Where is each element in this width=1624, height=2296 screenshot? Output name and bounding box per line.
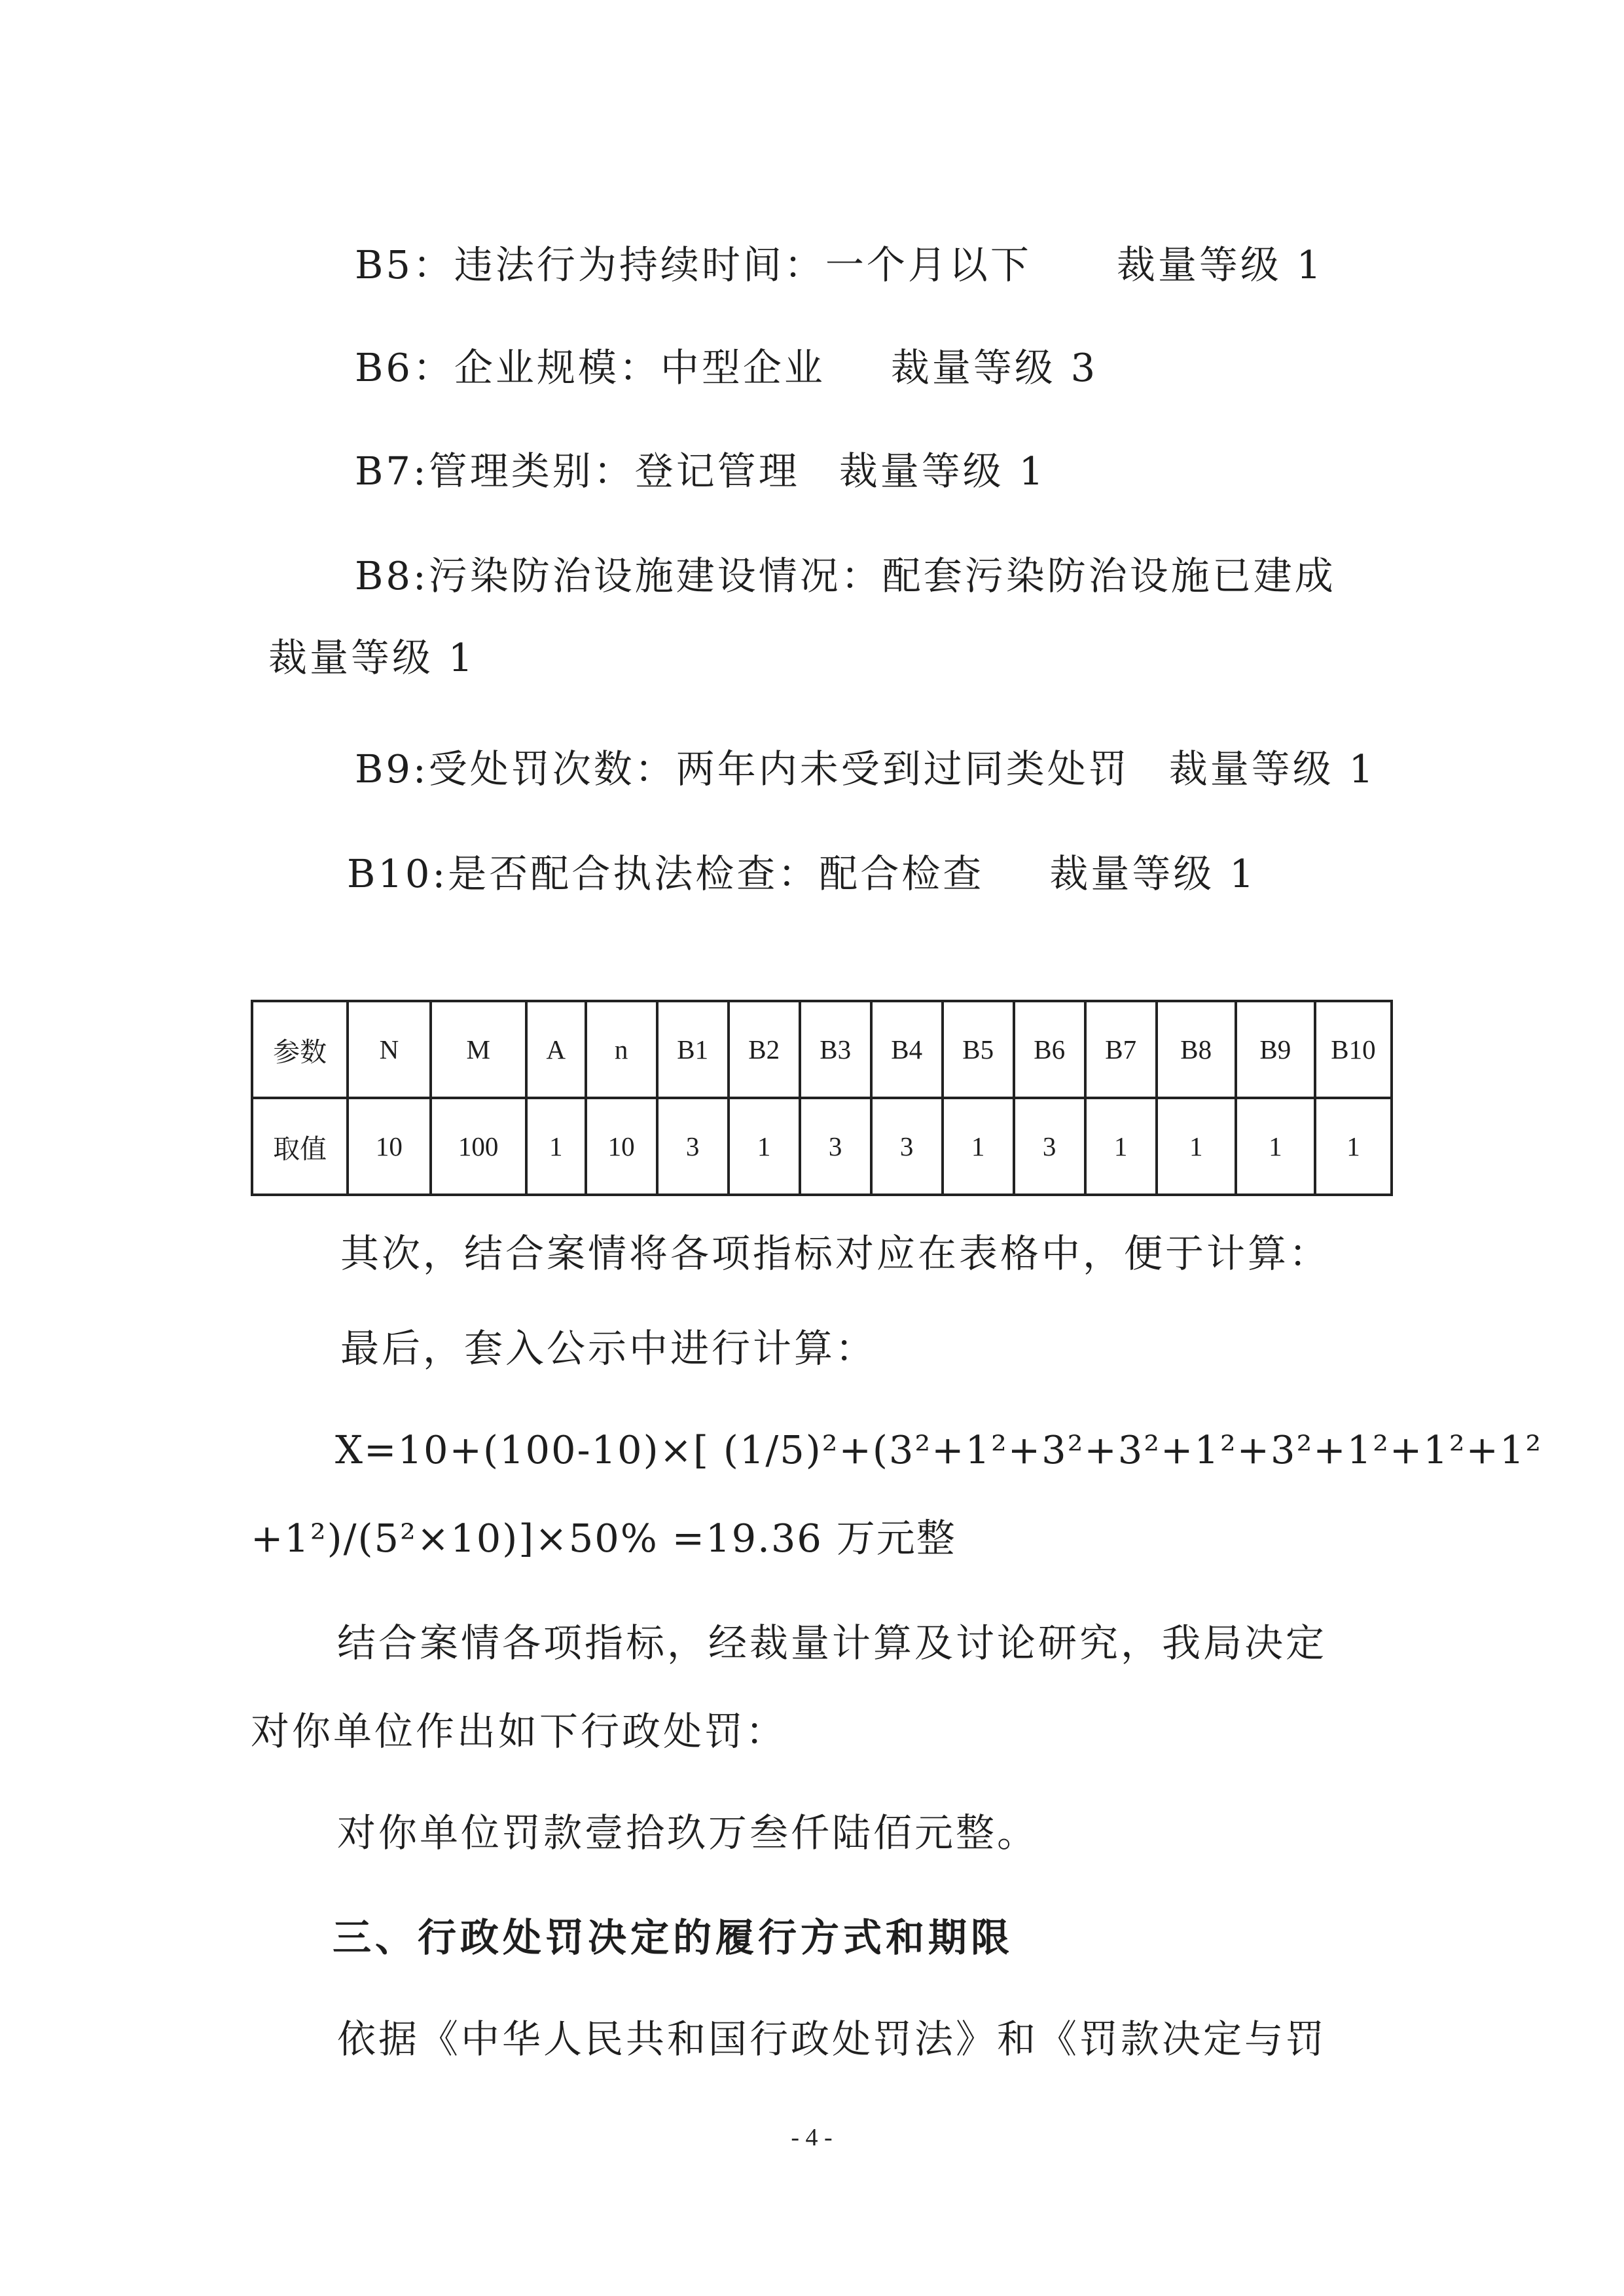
table-cell: 1 xyxy=(1157,1098,1236,1195)
criterion-b9-level: 裁量等级 1 xyxy=(1168,746,1377,792)
table-cell: 1 xyxy=(526,1098,586,1195)
criterion-b5 xyxy=(355,242,1324,289)
criterion-b7 xyxy=(355,448,1046,495)
table-cell: 1 xyxy=(943,1098,1014,1195)
criterion-b8-label: B8:污染防治设施建设情况：配套污染防治设施已建成 xyxy=(355,553,1336,598)
table-cell: 1 xyxy=(1315,1098,1392,1195)
table-cell: 1 xyxy=(729,1098,800,1195)
table-cell: 参数 xyxy=(252,1001,348,1098)
table-header-row xyxy=(252,1001,1392,1098)
criterion-b5-label: B5：违法行为持续时间：一个月以下 xyxy=(355,242,1032,287)
criterion-b6-label: B6：企业规模：中型企业 xyxy=(355,345,825,390)
table-cell: N xyxy=(348,1001,430,1098)
table-cell: 3 xyxy=(657,1098,729,1195)
table-cell: n xyxy=(586,1001,657,1098)
table-cell: 3 xyxy=(871,1098,943,1195)
criterion-b6 xyxy=(355,345,1098,392)
criterion-b10-label: B10:是否配合执法检查：配合检查 xyxy=(347,851,984,896)
criterion-b10 xyxy=(347,851,1257,898)
table-cell: B2 xyxy=(729,1001,800,1098)
table-cell: B5 xyxy=(943,1001,1014,1098)
criterion-b6-level: 裁量等级 3 xyxy=(890,345,1098,390)
criterion-b9 xyxy=(355,746,1376,793)
paragraph-basis: 依据《中华人民共和国行政处罚法》和《罚款决定与罚 xyxy=(337,2016,1327,2062)
table-cell: B7 xyxy=(1085,1001,1157,1098)
criterion-b8-level: 裁量等级 1 xyxy=(268,635,476,680)
table-cell: 1 xyxy=(1236,1098,1315,1195)
paragraph-decision-1: 结合案情各项指标，经裁量计算及讨论研究，我局决定 xyxy=(337,1620,1327,1666)
criterion-b8 xyxy=(355,553,1336,600)
paragraph-next: 其次，结合案情将各项指标对应在表格中，便于计算： xyxy=(340,1231,1331,1276)
paragraph-fine: 对你单位罚款壹拾玖万叁仟陆佰元整。 xyxy=(337,1810,1039,1855)
paragraph-last: 最后，套入公示中进行计算： xyxy=(340,1326,877,1371)
table-cell: A xyxy=(526,1001,586,1098)
criterion-b7-label: B7:管理类别：登记管理 xyxy=(355,448,800,494)
table-cell: B3 xyxy=(800,1001,871,1098)
criterion-b8-level-line xyxy=(268,635,475,682)
table-cell: 取值 xyxy=(252,1098,348,1195)
table-cell: 3 xyxy=(1014,1098,1085,1195)
paragraph-decision-2: 对你单位作出如下行政处罚： xyxy=(251,1709,787,1754)
table-cell: B8 xyxy=(1157,1001,1236,1098)
table-cell: B10 xyxy=(1315,1001,1392,1098)
table-cell: 10 xyxy=(586,1098,657,1195)
table-value-row xyxy=(252,1098,1392,1195)
table-cell: B1 xyxy=(657,1001,729,1098)
parameter-table xyxy=(251,1000,1393,1196)
criterion-b9-label: B9:受处罚次数：两年内未受到过同类处罚 xyxy=(355,746,1130,792)
criterion-b5-level: 裁量等级 1 xyxy=(1116,242,1324,287)
criterion-b7-level: 裁量等级 1 xyxy=(839,448,1047,494)
section-heading-3: 三、行政处罚决定的履行方式和期限 xyxy=(333,1915,1014,1960)
table-cell: B4 xyxy=(871,1001,943,1098)
table-cell: B9 xyxy=(1236,1001,1315,1098)
table-cell: 3 xyxy=(800,1098,871,1195)
table-cell: 1 xyxy=(1085,1098,1157,1195)
formula-line-2: +1²)/(5²×10)]×50% =19.36 万元整 xyxy=(251,1516,956,1561)
criterion-b10-level: 裁量等级 1 xyxy=(1049,851,1257,896)
table-cell: M xyxy=(431,1001,526,1098)
table-cell: 10 xyxy=(348,1098,430,1195)
table-cell: 100 xyxy=(431,1098,526,1195)
page-number: - 4 - xyxy=(791,2124,833,2151)
table-cell: B6 xyxy=(1014,1001,1085,1098)
formula-line-1: X=10+(100-10)×[ (1/5)²+(3²+1²+3²+3²+1²+3²+1²+1²+1² xyxy=(335,1427,1543,1472)
